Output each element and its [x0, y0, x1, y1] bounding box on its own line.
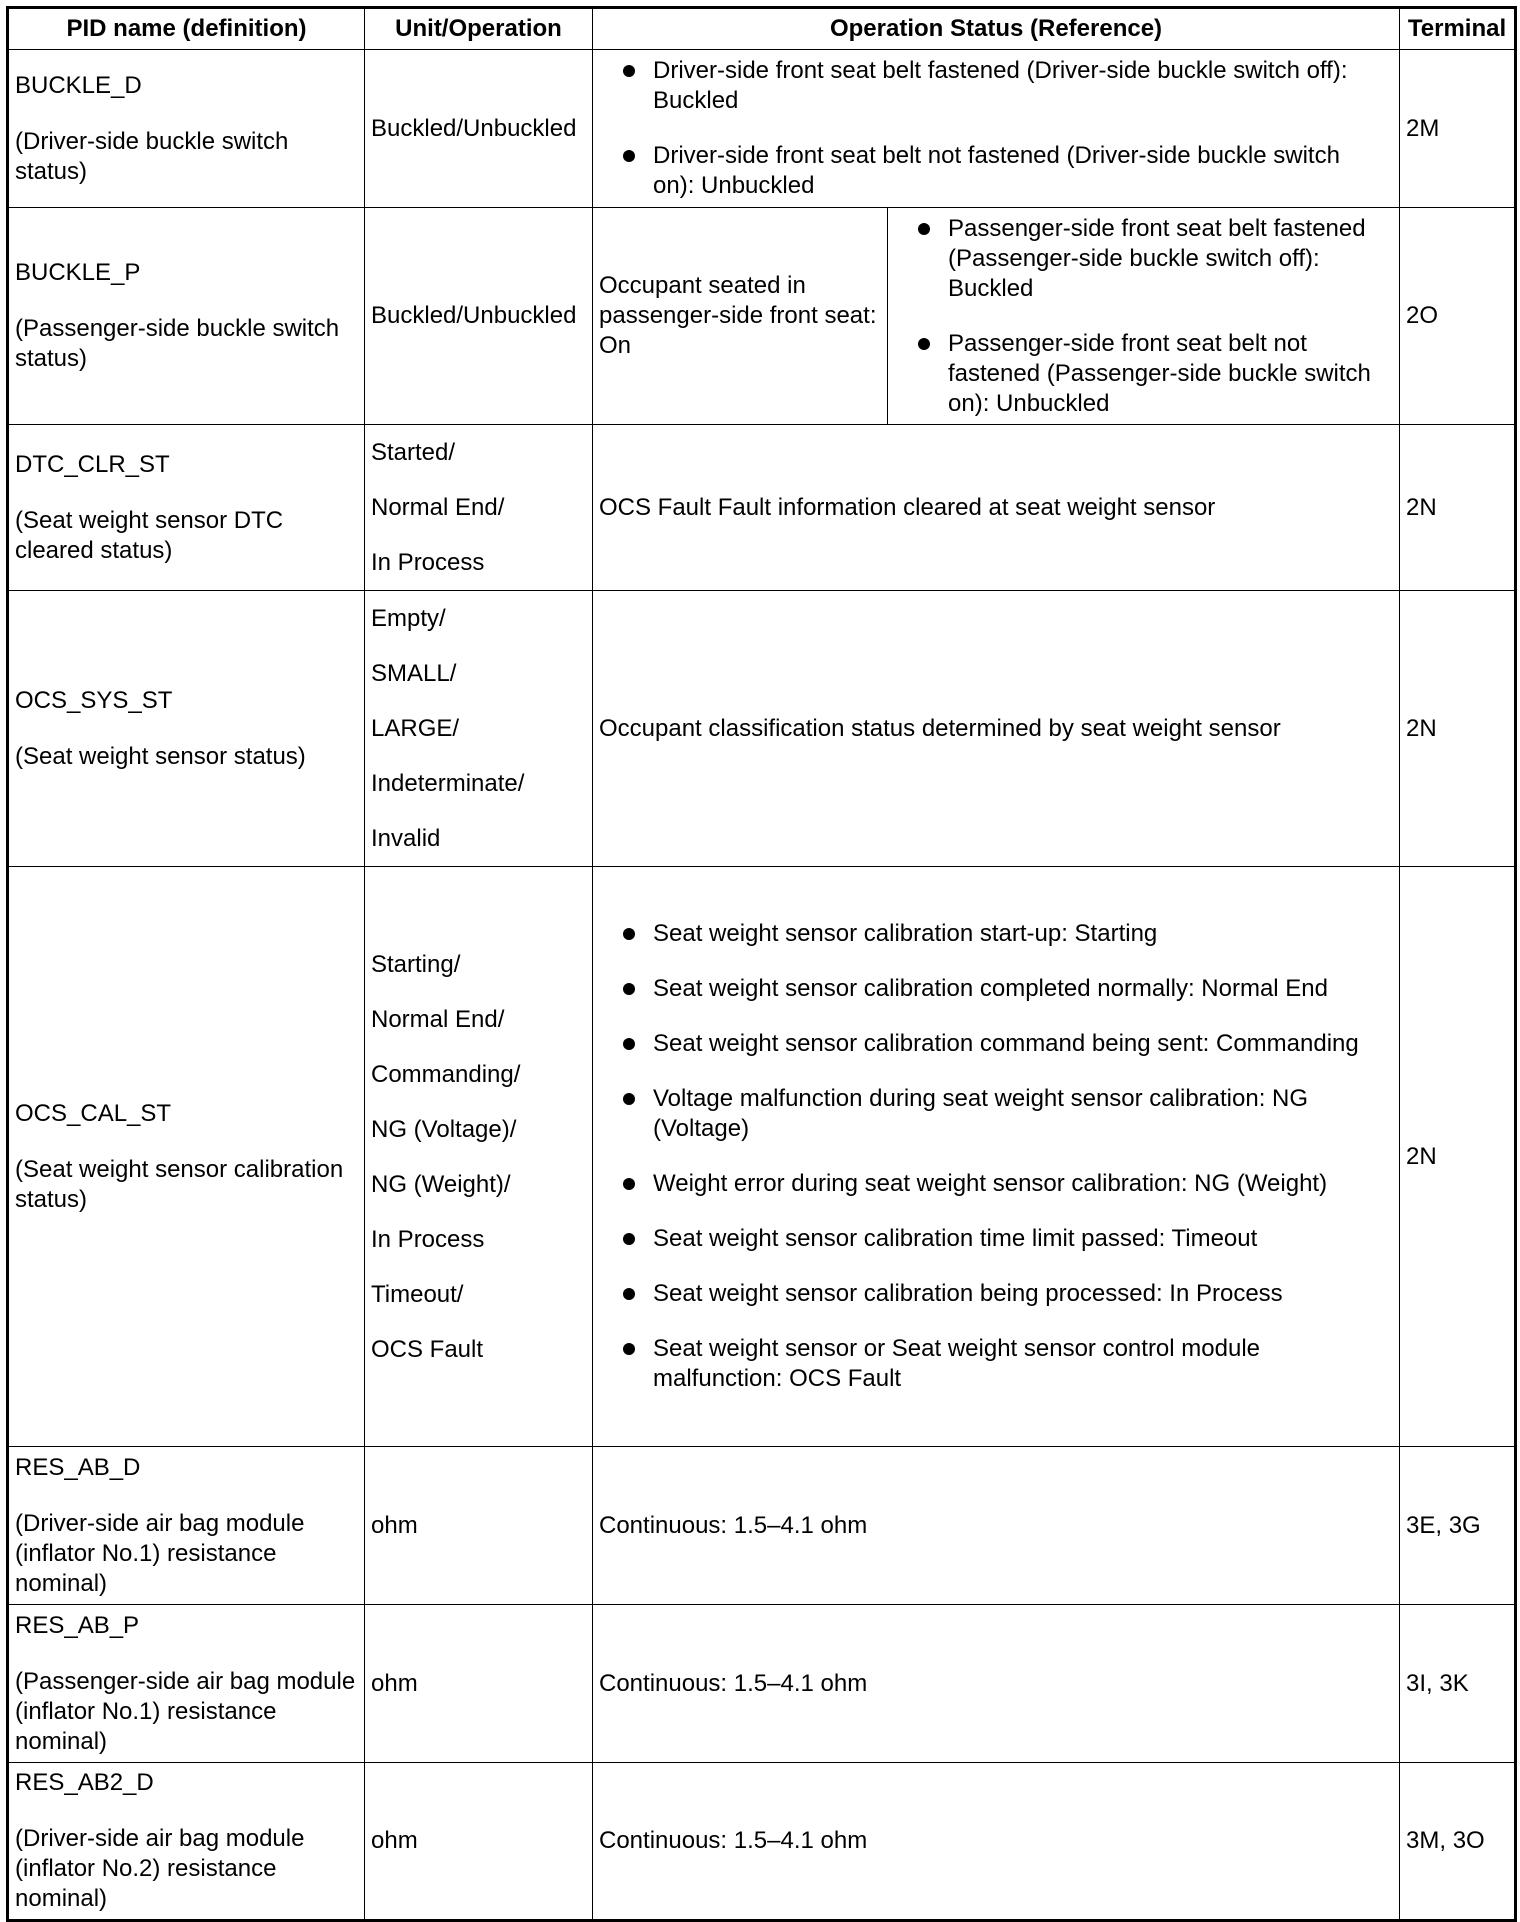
- table-row: [8, 1605, 1516, 1763]
- terminal-cell: 3M, 3O: [1400, 1763, 1516, 1921]
- status-bullet: Driver-side front seat belt fastened (Driver-side buckle switch off): Buckled: [599, 56, 1393, 116]
- pid-definition: (Driver-side air bag module (inflator No.2) resistance nominal): [15, 1825, 305, 1912]
- table-row: [8, 50, 1516, 208]
- pid-name: BUCKLE_P: [15, 259, 141, 286]
- status-bullet-list: [599, 919, 1393, 1394]
- bullet-dot-icon: [623, 983, 635, 995]
- unit-value: ohm: [371, 1669, 418, 1697]
- unit-value: Normal End/: [371, 494, 505, 521]
- status-cell: Continuous: 1.5–4.1 ohm: [593, 1447, 1400, 1605]
- bullet-dot-icon: [918, 338, 930, 350]
- unit-value: OCS Fault: [371, 1335, 484, 1363]
- status-cell: OCS Fault Fault information cleared at seat weight sensor: [593, 425, 1400, 591]
- bullet-dot-icon: [623, 1093, 635, 1105]
- pid-name: RES_AB_D: [15, 1453, 141, 1481]
- unit-value: Empty/: [371, 605, 446, 632]
- bullet-dot-icon: [918, 223, 930, 235]
- header-status: Operation Status (Reference): [593, 8, 1400, 50]
- pid-definition: (Driver-side air bag module (inflator No.1) resistance nominal): [15, 1509, 305, 1597]
- pid-cell: [8, 591, 365, 867]
- unit-value: Timeout/: [371, 1280, 464, 1308]
- unit-value: Buckled/Unbuckled: [371, 302, 577, 329]
- status-bullet: Voltage malfunction during seat weight sensor calibration: NG (Voltage): [599, 1084, 1393, 1144]
- bullet-dot-icon: [623, 1233, 635, 1245]
- unit-cell: [365, 425, 593, 591]
- unit-value: Buckled/Unbuckled: [371, 114, 577, 142]
- bullet-dot-icon: [623, 1038, 635, 1050]
- unit-cell: [365, 591, 593, 867]
- pid-cell: [8, 208, 365, 425]
- pid-cell: [8, 425, 365, 591]
- unit-value: LARGE/: [371, 715, 460, 742]
- status-bullet: Passenger-side front seat belt fastened (Passenger-side buckle switch off): Buckled: [894, 214, 1393, 304]
- terminal-cell: 2M: [1400, 50, 1516, 208]
- status-bullet: Passenger-side front seat belt not fastened (Passenger-side buckle switch on): Unbuckled: [894, 329, 1393, 419]
- unit-cell: [365, 1763, 593, 1921]
- header-terminal: Terminal: [1400, 8, 1516, 50]
- pid-cell: [8, 867, 365, 1447]
- status-bullet: Seat weight sensor calibration being processed: In Process: [599, 1279, 1393, 1309]
- terminal-cell: 2N: [1400, 867, 1516, 1447]
- pid-table-sheet: [6, 6, 1514, 1912]
- pid-definition: (Seat weight sensor status): [15, 742, 306, 770]
- unit-value: Indeterminate/: [371, 770, 525, 797]
- status-cell: [888, 208, 1400, 425]
- unit-cell: [365, 208, 593, 425]
- unit-value: Starting/: [371, 950, 461, 978]
- status-bullet: Seat weight sensor calibration time limit passed: Timeout: [599, 1224, 1393, 1254]
- table-row: [8, 867, 1516, 1447]
- status-cell: [593, 50, 1400, 208]
- terminal-cell: 2O: [1400, 208, 1516, 425]
- terminal-cell: 3E, 3G: [1400, 1447, 1516, 1605]
- unit-value: ohm: [371, 1827, 418, 1854]
- unit-value: ohm: [371, 1511, 418, 1539]
- unit-value: In Process: [371, 1225, 485, 1253]
- unit-value: Invalid: [371, 825, 441, 852]
- status-cell: [593, 867, 1400, 1447]
- unit-value: Commanding/: [371, 1060, 521, 1088]
- status-condition-cell: Occupant seated in passenger-side front seat: On: [593, 208, 888, 425]
- table-row: [8, 1763, 1516, 1921]
- unit-value: In Process: [371, 549, 485, 576]
- unit-value: Normal End/: [371, 1005, 505, 1033]
- pid-table: [6, 6, 1517, 1922]
- status-bullet: Seat weight sensor calibration completed normally: Normal End: [599, 974, 1393, 1004]
- unit-cell: [365, 1447, 593, 1605]
- pid-definition: (Driver-side buckle switch status): [15, 127, 289, 185]
- bullet-dot-icon: [623, 1178, 635, 1190]
- header-unit: Unit/Operation: [365, 8, 593, 50]
- bullet-dot-icon: [623, 928, 635, 940]
- pid-cell: [8, 1447, 365, 1605]
- status-cell: Continuous: 1.5–4.1 ohm: [593, 1605, 1400, 1763]
- unit-cell: [365, 1605, 593, 1763]
- bullet-dot-icon: [623, 150, 635, 162]
- terminal-cell: 3I, 3K: [1400, 1605, 1516, 1763]
- pid-definition: (Passenger-side buckle switch status): [15, 315, 340, 372]
- unit-cell: [365, 867, 593, 1447]
- table-row: [8, 425, 1516, 591]
- unit-value: NG (Weight)/: [371, 1170, 511, 1198]
- pid-cell: [8, 1605, 365, 1763]
- pid-cell: [8, 1763, 365, 1921]
- bullet-dot-icon: [623, 1288, 635, 1300]
- pid-definition: (Seat weight sensor calibration status): [15, 1155, 344, 1213]
- pid-name: OCS_CAL_ST: [15, 1099, 172, 1127]
- unit-value: SMALL/: [371, 660, 457, 687]
- status-bullet: Weight error during seat weight sensor calibration: NG (Weight): [599, 1169, 1393, 1199]
- status-bullet-list: [599, 56, 1393, 201]
- status-cell: Continuous: 1.5–4.1 ohm: [593, 1763, 1400, 1921]
- status-bullet: Driver-side front seat belt not fastened (Driver-side buckle switch on): Unbuckled: [599, 141, 1393, 201]
- unit-cell: [365, 50, 593, 208]
- pid-name: RES_AB_P: [15, 1611, 140, 1639]
- pid-name: OCS_SYS_ST: [15, 686, 173, 714]
- pid-definition: (Seat weight sensor DTC cleared status): [15, 506, 284, 564]
- header-row: [8, 8, 1516, 50]
- unit-value: NG (Voltage)/: [371, 1115, 517, 1143]
- table-row: [8, 208, 1516, 425]
- pid-name: RES_AB2_D: [15, 1769, 154, 1796]
- table-row: [8, 591, 1516, 867]
- status-cell: Occupant classification status determined by seat weight sensor: [593, 591, 1400, 867]
- pid-name: DTC_CLR_ST: [15, 450, 170, 478]
- status-bullet: Seat weight sensor or Seat weight sensor control module malfunction: OCS Fault: [599, 1334, 1393, 1394]
- terminal-cell: 2N: [1400, 425, 1516, 591]
- pid-name: BUCKLE_D: [15, 71, 142, 99]
- status-bullet-list: [894, 214, 1393, 419]
- pid-definition: (Passenger-side air bag module (inflator No.1) resistance nominal): [15, 1667, 356, 1755]
- bullet-dot-icon: [623, 1343, 635, 1355]
- pid-cell: [8, 50, 365, 208]
- table-row: [8, 1447, 1516, 1605]
- bullet-dot-icon: [623, 65, 635, 77]
- unit-value: Started/: [371, 439, 456, 466]
- status-bullet: Seat weight sensor calibration command being sent: Commanding: [599, 1029, 1393, 1059]
- header-pid: PID name (definition): [8, 8, 365, 50]
- terminal-cell: 2N: [1400, 591, 1516, 867]
- status-bullet: Seat weight sensor calibration start-up: Starting: [599, 919, 1393, 949]
